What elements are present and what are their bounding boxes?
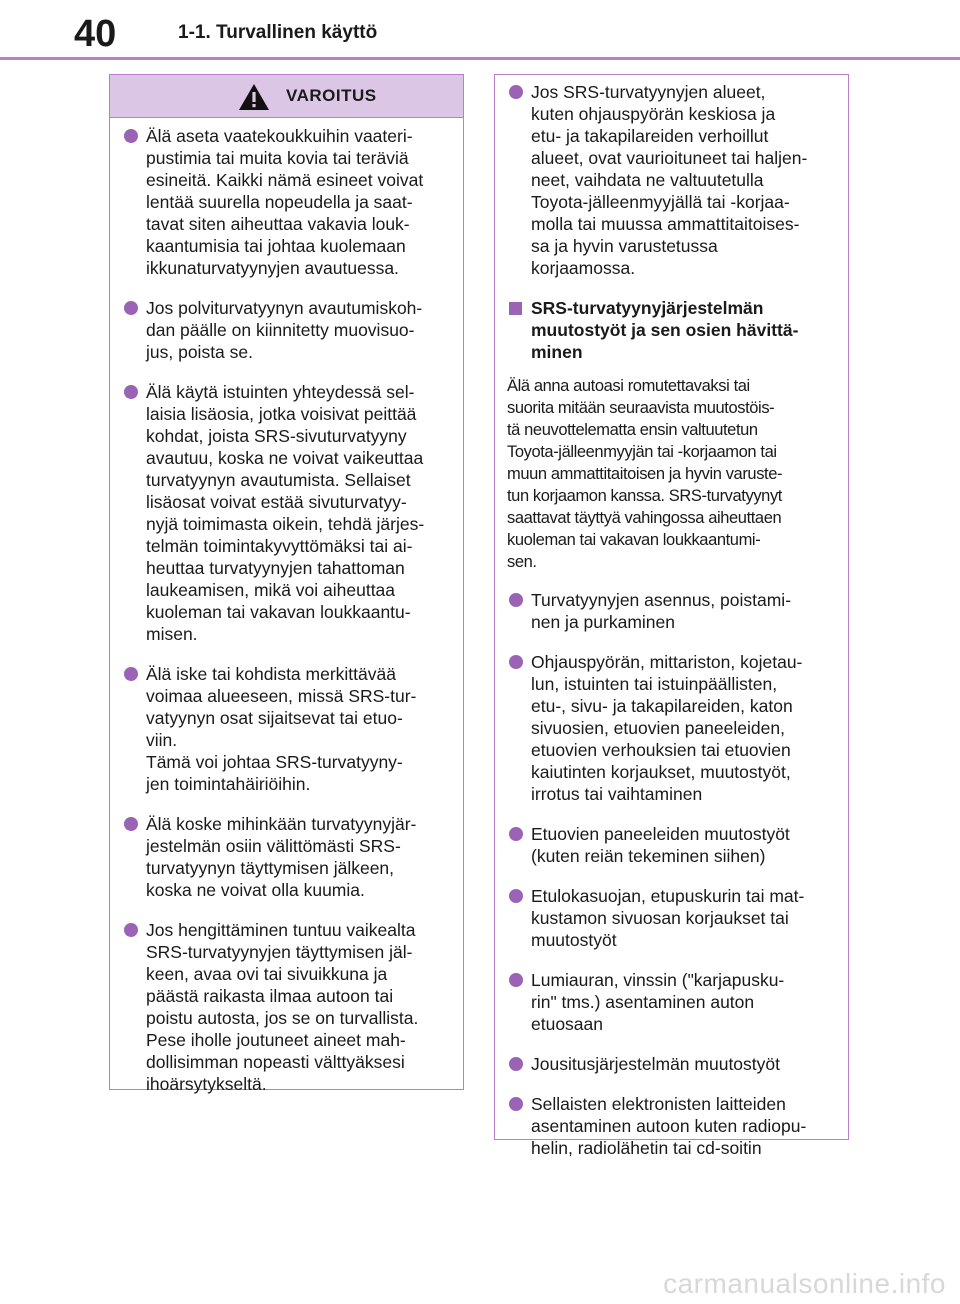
list-item-text: Älä käytä istuinten yhteydessä sel- laisia lisäosia, jotka voisivat peittää kohdat, joista SRS-sivuturvatyyny avautuu, koska ne voivat vaikeuttaa turvatyynyn avautumista. Sellaiset lisäosat voivat estää sivuturvatyy- nyjä toimimasta oikein, tehdä järjes- telmän toimintakyvyttömäksi tai ai- heuttaa turvatyynyjen tahattoman laukeamisen, mikä voi aiheuttaa kuoleman tai vakavan loukkaantu- misen.	[146, 382, 425, 644]
list-item	[505, 1093, 838, 1159]
list-item-text: Sellaisten elektronisten laitteiden asentaminen autoon kuten radiopu- helin, radiolähetin tai cd-soitin	[531, 1094, 807, 1158]
list-item	[120, 297, 453, 363]
list-item	[120, 125, 453, 279]
list-item	[505, 969, 838, 1035]
list-item-text: Ohjauspyörän, mittariston, kojetau- lun, istuinten tai istuinpäällisten, etu-, sivu- ja takapilareiden, katon sivuosien, etuovien paneeleiden, etuovien verhouksien tai etuovien kaiutinten korjaukset, muutostyöt, irrotus tai vaihtaminen	[531, 652, 803, 804]
watermark: carmanualsonline.info	[663, 1268, 946, 1299]
list-item-text: Jos polviturvatyynyn avautumiskoh- dan päälle on kiinnitetty muovisuo- jus, poista se.	[146, 298, 423, 362]
list-item	[505, 885, 838, 951]
page-number: 40	[74, 13, 117, 55]
bullet-dot-icon	[124, 385, 138, 399]
list-item-text: Etuovien paneeleiden muutostyöt (kuten reiän tekeminen siihen)	[531, 824, 790, 866]
list-item	[120, 813, 453, 901]
warning-box	[109, 74, 464, 1094]
subheading-text: SRS-turvatyynyjärjestelmän muutostyöt ja sen osien hävittä- minen	[531, 298, 799, 362]
list-item-text: Jousitusjärjestelmän muutostyöt	[531, 1054, 780, 1074]
bullet-dot-icon	[124, 817, 138, 831]
list-item-text: Älä iske tai kohdista merkittävää voimaa alueeseen, missä SRS-tur- vatyynyn osat sijaitsevat tai etuo- viin. Tämä voi johtaa SRS-turvatyyny- jen toimintahäiriöihin.	[146, 664, 417, 794]
bullet-dot-icon	[509, 655, 523, 669]
square-bullet-icon	[509, 302, 522, 315]
list-item	[505, 589, 838, 633]
subheading	[505, 297, 838, 363]
bullet-dot-icon	[124, 667, 138, 681]
list-item	[120, 663, 453, 795]
bullet-dot-icon	[509, 593, 523, 607]
bullet-dot-icon	[509, 85, 523, 99]
list-item	[120, 919, 453, 1095]
warning-content	[110, 118, 463, 1095]
bullet-dot-icon	[509, 1057, 523, 1071]
bullet-dot-icon	[509, 973, 523, 987]
list-item	[120, 381, 453, 645]
list-item-text: Älä aseta vaatekoukkuihin vaateri- pustimia tai muita kovia tai teräviä esineitä. Kaikki nämä esineet voivat lentää suurella nopeudella ja saat- tavat siten aiheuttaa vakavia louk- kaantumisia tai johtaa kuolemaan ikkunaturvatyynyjen avautuessa.	[146, 126, 424, 278]
list-item-text: Turvatyynyjen asennus, poistami- nen ja purkaminen	[531, 590, 792, 632]
list-item-text: Lumiauran, vinssin ("karjapusku- rin" tms.) asentaminen auton etuosaan	[531, 970, 785, 1034]
warning-label: VAROITUS	[286, 86, 377, 105]
header-rule	[0, 57, 960, 60]
list-item	[505, 651, 838, 805]
continued-warning-box	[494, 74, 849, 1158]
list-item-text: Jos SRS-turvatyynyjen alueet, kuten ohjauspyörän keskiosa ja etu- ja takapilareiden verhoillut alueet, ovat vaurioituneet tai haljen- neet, vaihdata ne valtuutetulla Toyota-jälleenmyyjällä tai -korjaa- molla tai muussa ammattitaitoises- sa ja hyvin varustetussa korjaamossa.	[531, 82, 808, 278]
page-header	[0, 0, 960, 60]
warning-header	[110, 75, 463, 118]
bullet-dot-icon	[509, 827, 523, 841]
bullet-dot-icon	[124, 923, 138, 937]
continued-content	[495, 75, 848, 1159]
section-title: 1-1. Turvallinen käyttö	[178, 22, 378, 43]
warning-triangle-icon	[238, 83, 270, 111]
list-item	[505, 81, 838, 279]
list-item-text: Älä koske mihinkään turvatyynyjär- jestelmän osiin välittömästi SRS- turvatyynyn täyttymisen jälkeen, koska ne voivat olla kuumia.	[146, 814, 417, 900]
bullet-dot-icon	[124, 301, 138, 315]
bullet-dot-icon	[509, 1097, 523, 1111]
body-paragraph: Älä anna autoasi romutettavaksi tai suorita mitään seuraavista muutostöis- tä neuvottelematta ensin valtuutetun Toyota-jälleenmyyjän tai -korjaamon tai muun ammattitaitoisen ja hyvin varuste- tun korjaamon kanssa. SRS-turvatyynyt saattavat täyttyä vahingossa aiheuttaen kuoleman tai vakavan loukkaantumi- sen.	[507, 377, 783, 571]
list-item	[505, 1053, 838, 1075]
list-item-text: Etulokasuojan, etupuskurin tai mat- kustamon sivuosan korjaukset tai muutostyöt	[531, 886, 805, 950]
bullet-dot-icon	[509, 889, 523, 903]
list-item	[505, 823, 838, 867]
list-item-text: Jos hengittäminen tuntuu vaikealta SRS-turvatyynyjen täyttymisen jäl- keen, avaa ovi tai sivuikkuna ja päästä raikasta ilmaa autoon tai poistu autosta, jos se on turvallista. Pese iholle joutuneet aineet mah- dollisimman nopeasti välttyäksesi ihoärsytykseltä.	[146, 920, 419, 1094]
bullet-dot-icon	[124, 129, 138, 143]
